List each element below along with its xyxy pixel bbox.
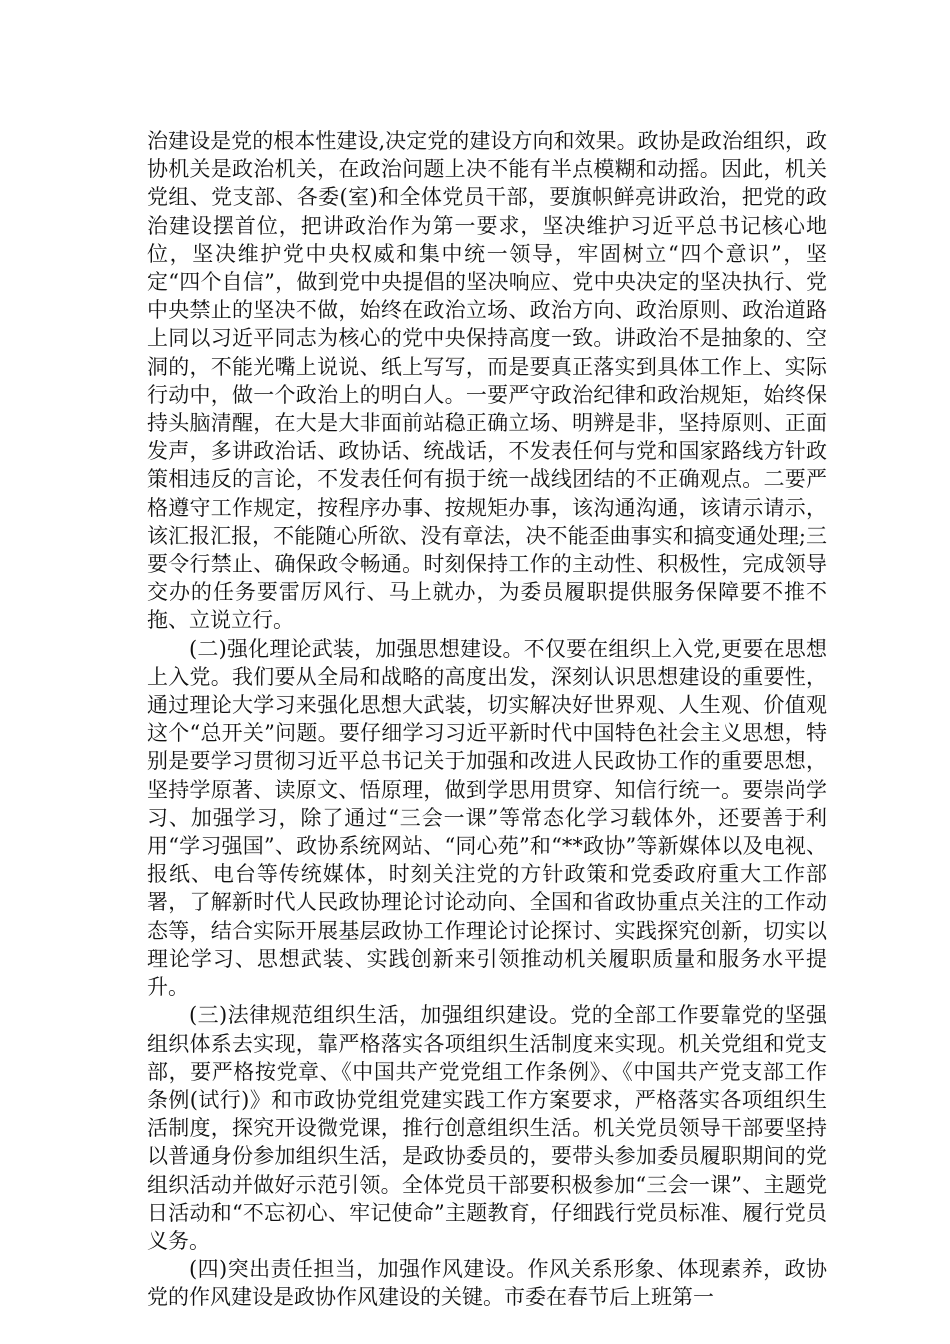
paragraph-political-building: 治建设是党的根本性建设,决定党的建设方向和效果。政协是政治组织，政协机关是政治机关，在政治问题上决不能有半点模糊和动摇。因此，机关党组、党支部、各委(室)和全体党员干部，要旗帜鲜亮讲政治，把党的政治建设摆首位，把讲政治作为第一要求，坚决维护习近平总书记核心地位，坚决维护党中央权威和集中统一领导，牢固树立“四个意识”，坚定“四个自信”，做到党中央提倡的坚决响应、党中央决定的坚决执行、党中央禁止的坚决不做，始终在政治立场、政治方向、政治原则、政治道路上同以习近平同志为核心的党中央保持高度一致。讲政治不是抽象的、空洞的，不能光嘴上说说、纸上写写，而是要真正落实到具体工作上、实际行动中，做一个政治上的明白人。一要严守政治纪律和政治规矩，始终保持头脑清醒，在大是大非面前站稳正确立场、明辨是非，坚持原则、正面发声，多讲政治话、政协话、统战话，不发表任何与党和国家路线方针政策相违反的言论，不发表任何有损于统一战线团结的不正确观点。二要严格遵守工作规定，按程序办事、按规矩办事，该沟通沟通，该请示请示，该汇报汇报，不能随心所欲、没有章法，决不能歪曲事实和搞变通处理;三要令行禁止、确保政令畅通。时刻保持工作的主动性、积极性，完成领导交办的任务要雷厉风行、马上就办，为委员履职提供服务保障要不推不拖、立说立行。 — [147, 129, 827, 633]
paragraph-style-building: (四)突出责任担当，加强作风建设。作风关系形象、体现素养，政协党的作风建设是政协作风建设的关键。市委在春节后上班第一 — [147, 1257, 827, 1310]
paragraph-organization-building: (三)法律规范组织生活，加强组织建设。党的全部工作要靠党的坚强组织体系去实现，靠严格落实各项组织生活制度来实现。机关党组和党支部，要严格按党章、《中国共产党党组工作条例》、《中国共产党支部工作条例(试行)》和市政协党组党建实践工作方案要求，严格落实各项组织生活制度，探究开设微党课，推行创意组织生活。机关党员领导干部要坚持以普通身份参加组织生活，是政协委员的，要带头参加委员履职期间的党组织活动并做好示范引领。全体党员干部要积极参加“三会一课”、主题党日活动和“不忘初心、牢记使命”主题教育，仔细践行党员标准、履行党员义务。 — [147, 1003, 827, 1253]
document-body — [147, 127, 827, 1312]
paragraph-theory-armament: (二)强化理论武装，加强思想建设。不仅要在组织上入党,更要在思想上入党。我们要从全局和战略的高度出发，深刻认识思想建设的重要性，通过理论大学习来强化思想大武装，切实解决好世界观、人生观、价值观这个“总开关”问题。要仔细学习习近平新时代中国特色社会主义思想，特别是要学习贯彻习近平总书记关于加强和改进人民政协工作的重要思想，坚持学原著、读原文、悟原理，做到学思用贯穿、知信行统一。要崇尚学习、加强学习，除了通过“三会一课”等常态化学习载体外，还要善于利用“学习强国”、政协系统网站、“同心苑”和“**政协”等新媒体以及电视、报纸、电台等传统媒体，时刻关注党的方针政策和党委政府重大工作部署，了解新时代人民政协理论讨论动向、全国和省政协重点关注的工作动态等，结合实际开展基层政协工作理论讨论探讨、实践探究创新，切实以理论学习、思想武装、实践创新来引领推动机关履职质量和服务水平提升。 — [147, 636, 827, 1000]
